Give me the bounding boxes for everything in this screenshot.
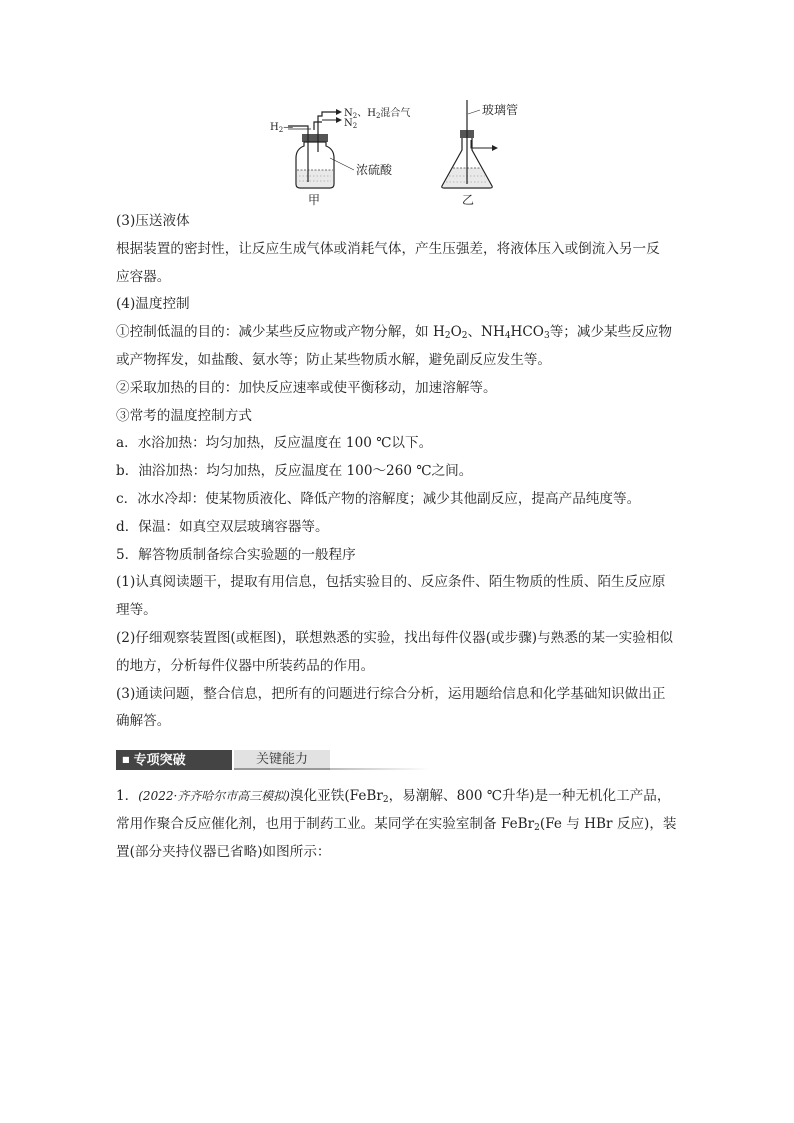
sulfuric-acid-liquid bbox=[297, 170, 333, 187]
n2-arrow-icon bbox=[336, 117, 342, 123]
section5-heading: 5．解答物质制备综合实验题的一般程序 bbox=[116, 546, 356, 563]
section-banner bbox=[116, 746, 682, 773]
main-content bbox=[116, 208, 682, 867]
svg-text:H2—: $H_2—$ bbox=[270, 122, 294, 134]
method-insulation: d．保温：如真空双层玻璃容器等。 bbox=[116, 518, 329, 535]
heating-purpose: ②采取加热的目的：加快反应速率或使平衡移动，加速溶解等。 bbox=[116, 379, 497, 396]
section3-heading: (3)压送液体 bbox=[116, 213, 190, 229]
glass-tube-label: 玻璃管 bbox=[482, 103, 519, 117]
problem1-line1: 1．(2022·齐齐哈尔市高三模拟)溴化亚铁(FeBr$_2$，易潮解、800 ℃升华)是一种无机化工产品， bbox=[116, 788, 671, 806]
step2-line2: 的地方，分析每件仪器中所装药品的作用。 bbox=[116, 657, 375, 674]
banner-special-topic: ■ 专项突破 bbox=[116, 750, 232, 770]
step2-line1: (2)仔细观察装置图(或框图)，联想熟悉的实验，找出每件仪器(或步骤)与熟悉的某一实验相似 bbox=[116, 629, 674, 646]
figure-caption-jia: 甲 bbox=[308, 193, 321, 207]
problem1-line3: 置(部分夹持仪器已省略)如图所示： bbox=[116, 843, 331, 860]
step1-line2: 理等。 bbox=[116, 602, 157, 619]
problem-source: (2022·齐齐哈尔市高三模拟) bbox=[138, 789, 290, 804]
section3-paragraph-line2: 应容器。 bbox=[116, 268, 171, 285]
problem1-line2: 常用作聚合反应催化剂，也用于制药工业。某同学在实验室制备 FeBr$_2$(Fe 与 HBr 反应)，装 bbox=[116, 815, 677, 833]
mixed-gas-label: $N_2$、$H_2$混合气 bbox=[344, 108, 411, 120]
outlet-arrow-icon bbox=[336, 109, 342, 115]
method-oil-bath: b．油浴加热：均匀加热，反应温度在 100～260 ℃之间。 bbox=[116, 463, 473, 480]
banner-key-ability: 关键能力 bbox=[234, 750, 330, 770]
side-arrow-icon bbox=[492, 145, 498, 151]
conical-flask bbox=[442, 100, 518, 207]
section3-paragraph-line1: 根据装置的密封性，让反应生成气体或消耗气体，产生压强差，将液体压入或倒流入另一反 bbox=[116, 240, 660, 257]
n2-label: $N_2$ bbox=[344, 118, 358, 130]
method-water-bath: a．水浴加热：均匀加热，反应温度在 100 ℃以下。 bbox=[116, 435, 433, 452]
gas-wash-bottle bbox=[270, 106, 410, 207]
square-icon: ■ bbox=[122, 755, 130, 765]
step3-line1: (3)通读问题，整合信息，把所有的问题进行综合分析，运用题给信息和化学基础知识做出正 bbox=[116, 685, 666, 702]
rubber-stopper bbox=[302, 134, 328, 142]
step1-line1: (1)认真阅读题干，提取有用信息，包括实验目的、反应条件、陌生物质的性质、陌生反应原 bbox=[116, 574, 666, 591]
low-temp-purpose-line1: ①控制低温的目的：减少某些反应物或产物分解，如 $H_2O_2$、$NH_4HCO_3$等；减少某些反应物 bbox=[116, 324, 673, 342]
concentrated-sulfuric-acid-label: 浓硫酸 bbox=[356, 163, 393, 177]
section4-heading: (4)温度控制 bbox=[116, 296, 190, 313]
step3-line2: 确解答。 bbox=[116, 713, 171, 730]
apparatus-diagram bbox=[262, 92, 542, 210]
method-ice-water: c．冰水冷却：使某物质液化、降低产物的溶解度；减少其他副反应，提高产品纯度等。 bbox=[116, 490, 641, 507]
problem-1 bbox=[116, 783, 682, 866]
apparatus-figure bbox=[262, 92, 542, 210]
figure-caption-yi: 乙 bbox=[462, 193, 475, 207]
temp-control-methods-heading: ③常考的温度控制方式 bbox=[116, 407, 252, 424]
banner-divider bbox=[330, 768, 430, 770]
low-temp-purpose-line2: 或产物挥发，如盐酸、氨水等；防止某些物质水解，避免副反应发生等。 bbox=[116, 351, 551, 368]
